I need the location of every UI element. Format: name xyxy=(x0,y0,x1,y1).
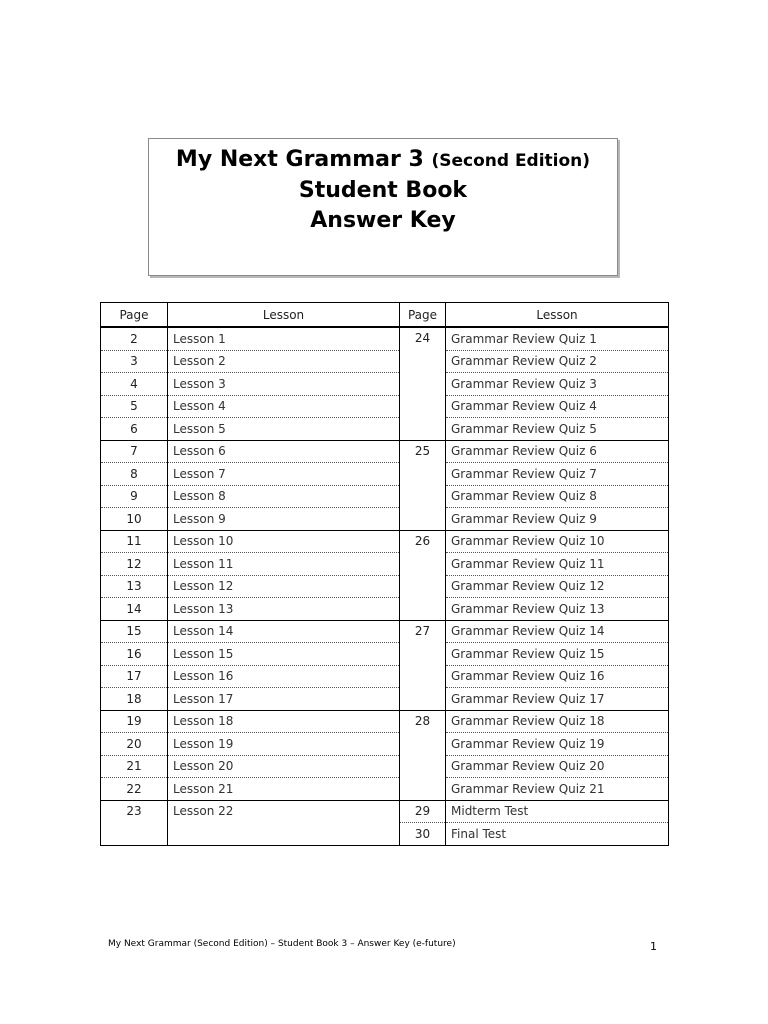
right-lesson-cell: Grammar Review Quiz 14 xyxy=(446,620,669,643)
table-row xyxy=(101,800,669,823)
left-page-cell: 21 xyxy=(101,755,168,778)
right-lesson-cell: Grammar Review Quiz 20 xyxy=(446,755,669,778)
right-page-cell: 30 xyxy=(400,823,446,846)
right-lesson-cell: Grammar Review Quiz 16 xyxy=(446,665,669,688)
header-lesson-right: Lesson xyxy=(446,303,669,328)
left-lesson-cell: Lesson 17 xyxy=(168,688,400,711)
left-lesson-cell: Lesson 11 xyxy=(168,553,400,576)
right-page-cell: 28 xyxy=(400,710,446,800)
left-lesson-cell: Lesson 1 xyxy=(168,327,400,350)
left-lesson-cell: Lesson 9 xyxy=(168,508,400,531)
title-box xyxy=(148,138,618,276)
page-footer: My Next Grammar (Second Edition) – Student Book 3 – Answer Key (e-future) xyxy=(108,939,456,949)
right-lesson-cell: Grammar Review Quiz 3 xyxy=(446,373,669,396)
left-lesson-cell: Lesson 5 xyxy=(168,418,400,441)
right-lesson-cell: Grammar Review Quiz 2 xyxy=(446,350,669,373)
table-row xyxy=(101,350,669,373)
table-row xyxy=(101,553,669,576)
left-page-cell: 12 xyxy=(101,553,168,576)
left-page-cell: 20 xyxy=(101,733,168,756)
left-lesson-cell: Lesson 3 xyxy=(168,373,400,396)
table-row xyxy=(101,598,669,621)
left-page-cell: 3 xyxy=(101,350,168,373)
left-page-cell: 19 xyxy=(101,710,168,733)
left-lesson-cell: Lesson 13 xyxy=(168,598,400,621)
title-line-1 xyxy=(149,145,617,176)
left-page-cell: 4 xyxy=(101,373,168,396)
right-lesson-cell: Final Test xyxy=(446,823,669,846)
right-page-cell: 27 xyxy=(400,620,446,710)
left-lesson-cell: Lesson 15 xyxy=(168,643,400,666)
table-row xyxy=(101,373,669,396)
table-row xyxy=(101,710,669,733)
title-line-2: Student Book xyxy=(298,178,468,203)
edition-label: (Second Edition) xyxy=(431,151,591,171)
header-page-right: Page xyxy=(400,303,446,328)
left-page-cell: 7 xyxy=(101,440,168,463)
header-lesson-left: Lesson xyxy=(168,303,400,328)
table-row xyxy=(101,575,669,598)
right-lesson-cell: Grammar Review Quiz 18 xyxy=(446,710,669,733)
left-page-cell: 10 xyxy=(101,508,168,531)
left-lesson-cell: Lesson 12 xyxy=(168,575,400,598)
left-page-cell: 5 xyxy=(101,395,168,418)
right-lesson-cell: Grammar Review Quiz 21 xyxy=(446,778,669,801)
left-page-cell: 13 xyxy=(101,575,168,598)
left-page-cell: 8 xyxy=(101,463,168,486)
right-lesson-cell: Grammar Review Quiz 15 xyxy=(446,643,669,666)
left-lesson-cell: Lesson 10 xyxy=(168,530,400,553)
table-row xyxy=(101,665,669,688)
book-title: My Next Grammar 3 xyxy=(175,147,424,172)
left-lesson-cell: Lesson 14 xyxy=(168,620,400,643)
left-page-cell: 6 xyxy=(101,418,168,441)
right-lesson-cell: Grammar Review Quiz 5 xyxy=(446,418,669,441)
right-page-cell: 25 xyxy=(400,440,446,530)
table-row xyxy=(101,485,669,508)
header-page-left: Page xyxy=(101,303,168,328)
table-row xyxy=(101,395,669,418)
right-page-cell: 29 xyxy=(400,800,446,823)
left-lesson-cell: Lesson 7 xyxy=(168,463,400,486)
left-page-cell: 14 xyxy=(101,598,168,621)
left-lesson-cell: Lesson 8 xyxy=(168,485,400,508)
right-lesson-cell: Grammar Review Quiz 6 xyxy=(446,440,669,463)
left-lesson-cell: Lesson 19 xyxy=(168,733,400,756)
page-number: 1 xyxy=(650,940,657,953)
table-row xyxy=(101,643,669,666)
right-lesson-cell: Grammar Review Quiz 11 xyxy=(446,553,669,576)
right-lesson-cell: Grammar Review Quiz 19 xyxy=(446,733,669,756)
right-lesson-cell: Grammar Review Quiz 9 xyxy=(446,508,669,531)
right-lesson-cell: Grammar Review Quiz 4 xyxy=(446,395,669,418)
left-lesson-cell: Lesson 18 xyxy=(168,710,400,733)
right-lesson-cell: Midterm Test xyxy=(446,800,669,823)
table-row xyxy=(101,688,669,711)
left-lesson-cell: Lesson 16 xyxy=(168,665,400,688)
left-page-cell: 22 xyxy=(101,778,168,801)
left-lesson-cell: Lesson 20 xyxy=(168,755,400,778)
table-row xyxy=(101,733,669,756)
table-row xyxy=(101,440,669,463)
left-page-cell: 15 xyxy=(101,620,168,643)
answer-key-table xyxy=(100,302,669,846)
right-lesson-cell: Grammar Review Quiz 1 xyxy=(446,327,669,350)
right-page-cell: 24 xyxy=(400,327,446,440)
left-lesson-cell: Lesson 22 xyxy=(168,800,400,845)
table-row xyxy=(101,755,669,778)
left-page-cell: 18 xyxy=(101,688,168,711)
title-line-3: Answer Key xyxy=(310,208,456,233)
table-row xyxy=(101,327,669,350)
table-row xyxy=(101,418,669,441)
right-lesson-cell: Grammar Review Quiz 8 xyxy=(446,485,669,508)
right-page-cell: 26 xyxy=(400,530,446,620)
left-page-cell: 11 xyxy=(101,530,168,553)
table-row xyxy=(101,778,669,801)
right-lesson-cell: Grammar Review Quiz 12 xyxy=(446,575,669,598)
table-row xyxy=(101,463,669,486)
left-lesson-cell: Lesson 21 xyxy=(168,778,400,801)
left-page-cell: 17 xyxy=(101,665,168,688)
left-lesson-cell: Lesson 4 xyxy=(168,395,400,418)
left-page-cell: 23 xyxy=(101,800,168,845)
right-lesson-cell: Grammar Review Quiz 13 xyxy=(446,598,669,621)
table-header-row xyxy=(101,303,669,328)
table-row xyxy=(101,620,669,643)
right-lesson-cell: Grammar Review Quiz 10 xyxy=(446,530,669,553)
table-row xyxy=(101,530,669,553)
table-row xyxy=(101,508,669,531)
right-lesson-cell: Grammar Review Quiz 7 xyxy=(446,463,669,486)
left-lesson-cell: Lesson 6 xyxy=(168,440,400,463)
left-page-cell: 2 xyxy=(101,327,168,350)
left-page-cell: 9 xyxy=(101,485,168,508)
right-lesson-cell: Grammar Review Quiz 17 xyxy=(446,688,669,711)
left-page-cell: 16 xyxy=(101,643,168,666)
left-lesson-cell: Lesson 2 xyxy=(168,350,400,373)
